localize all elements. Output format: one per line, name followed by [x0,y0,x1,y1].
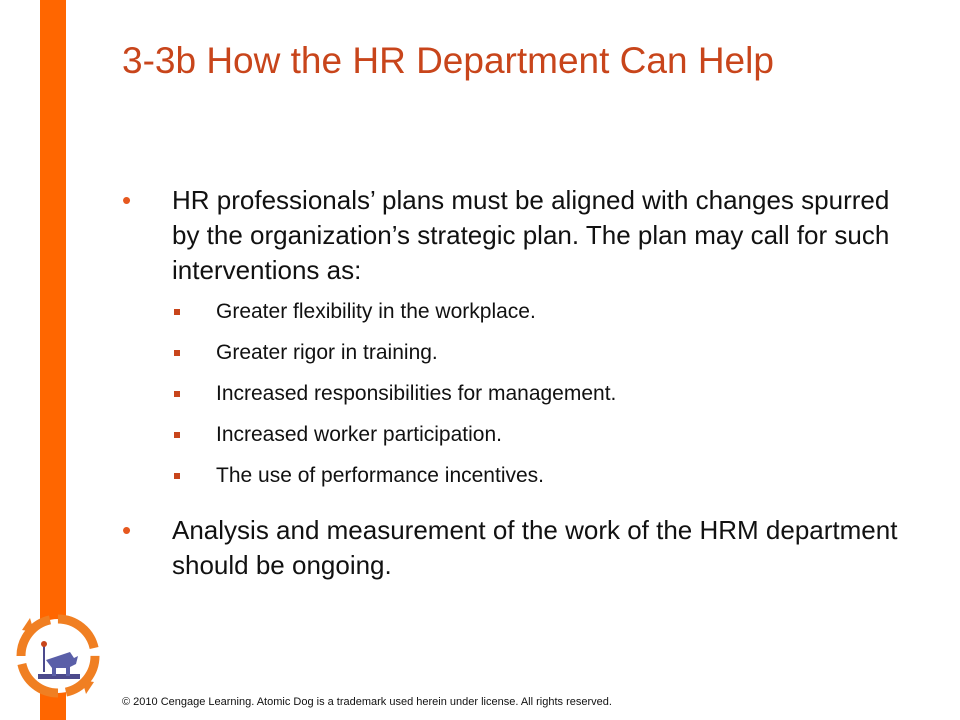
sub-bullet-item [120,461,920,502]
sub-bullet-text: Increased worker participation. [216,423,502,446]
sub-bullet-text: Increased responsibilities for management. [216,382,617,405]
slide-title: 3-3b How the HR Department Can Help [122,40,774,81]
sub-bullet-item [120,338,920,379]
sub-bullet-item [120,297,920,338]
square-bullet-icon [174,309,180,315]
sub-bullet-item [120,420,920,461]
square-bullet-icon [174,432,180,438]
bullet-text: Analysis and measurement of the work of the HRM department should be ongoing. [172,515,898,580]
sub-bullet-text: Greater flexibility in the workplace. [216,300,536,323]
bullet-item [120,513,920,583]
bullet-marker: • [122,515,132,545]
square-bullet-icon [174,391,180,397]
bullet-text: HR professionals’ plans must be aligned with changes spurred by the organization’s strategic plan. The plan may call for such interventions as: [172,185,890,285]
sub-bullet-text: The use of performance incentives. [216,464,545,487]
copyright-footer: © 2010 Cengage Learning. Atomic Dog is a trademark used herein under license. All rights reserved. [122,696,612,708]
slide-content [120,183,920,583]
bullet-marker: • [122,185,132,215]
sub-bullet-text: Greater rigor in training. [216,341,438,364]
bullet-item [120,183,920,288]
atomic-dog-logo-icon [8,610,108,702]
square-bullet-icon [174,350,180,356]
sub-bullet-item [120,379,920,420]
square-bullet-icon [174,473,180,479]
sub-bullet-list [120,297,920,502]
